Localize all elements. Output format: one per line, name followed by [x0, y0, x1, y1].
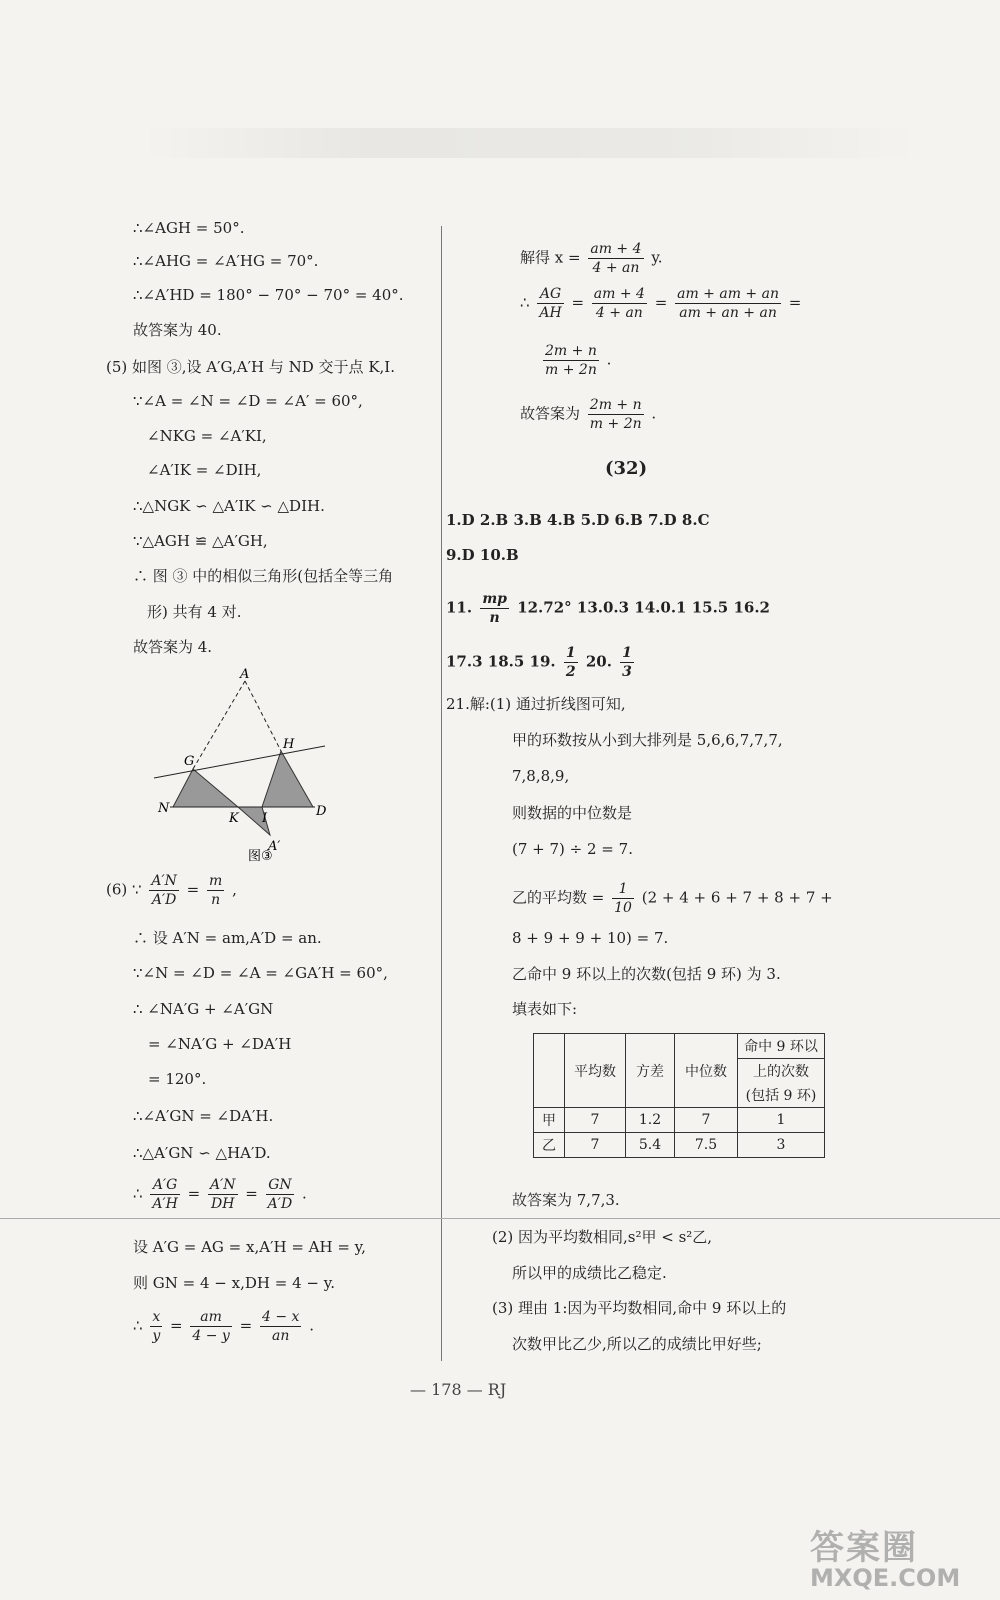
numerator: 1	[622, 645, 632, 661]
text-fragment: 17.3 18.5 19.	[446, 652, 556, 671]
numerator: 1	[565, 645, 576, 661]
shaded-triangle-left	[173, 769, 238, 807]
table-cell: 7.5	[675, 1133, 738, 1158]
denominator: A′D	[151, 892, 177, 908]
fraction	[543, 342, 599, 379]
denominator: n	[211, 892, 221, 908]
numerator: 2m + n	[589, 397, 642, 413]
text-line: 故答案为 40.	[133, 321, 222, 339]
watermark-text: 答案圈	[810, 1528, 918, 1568]
text-line	[520, 285, 801, 322]
text-fragment: 故答案为	[520, 404, 581, 423]
label-I: I	[262, 811, 268, 826]
scan-shadow	[140, 128, 920, 158]
text-line: 7,8,8,9,	[512, 767, 570, 785]
answers-line	[446, 590, 770, 627]
text-fragment: =	[788, 293, 802, 312]
fraction	[266, 1176, 295, 1213]
denominator: 4 + an	[595, 305, 643, 321]
fraction	[675, 285, 781, 322]
text-line: ∵∠A = ∠N = ∠D = ∠A′ = 60°,	[133, 392, 363, 410]
numerator: A′N	[151, 873, 177, 889]
dashed-AG	[193, 681, 245, 769]
text-line: ∵∠N = ∠D = ∠A = ∠GA′H = 60°,	[133, 964, 388, 982]
fraction	[588, 396, 644, 433]
text-fragment: =	[239, 1316, 253, 1335]
text-line: ∠NKG = ∠A′KI,	[147, 427, 267, 445]
text-line: 填表如下:	[512, 1000, 578, 1018]
text-fragment: =	[186, 880, 200, 899]
numerator: 2m + n	[545, 343, 597, 359]
text-fragment: ∴	[520, 293, 530, 312]
label-A: A	[240, 667, 250, 682]
table-row	[534, 1133, 825, 1158]
text-fragment: =	[187, 1184, 201, 1203]
text-line: 8 + 9 + 9 + 10) = 7.	[512, 929, 669, 947]
text-line: ∴∠AHG = ∠A′HG = 70°.	[133, 252, 319, 270]
text-line	[106, 872, 237, 909]
denominator: A′H	[152, 1196, 178, 1212]
figure-3	[150, 665, 340, 870]
text-line: ∠A′IK = ∠DIH,	[147, 461, 262, 479]
fraction	[592, 285, 647, 322]
fraction	[620, 644, 634, 681]
table-cell: 1	[738, 1108, 825, 1133]
text-line	[512, 880, 833, 917]
text-fragment: 20.	[585, 652, 612, 671]
text-fragment: 解得 x =	[520, 248, 581, 267]
label-G: G	[184, 754, 195, 769]
text-fragment: ,	[232, 880, 237, 899]
table-cell: 7	[565, 1108, 626, 1133]
numerator: 4 − x	[261, 1309, 300, 1325]
text-line	[133, 1308, 314, 1345]
numerator: mp	[482, 591, 507, 607]
numerator: 1	[612, 880, 634, 899]
shaded-triangle-right	[262, 751, 313, 807]
fraction	[564, 644, 578, 681]
table-cell: 7	[565, 1133, 626, 1158]
table-header-cell: 方差	[626, 1034, 675, 1108]
text-fragment: =	[654, 293, 668, 312]
fraction	[149, 872, 179, 909]
numerator: m	[209, 873, 223, 889]
line-GH	[154, 746, 325, 778]
text-line: 则数据的中位数是	[512, 804, 633, 822]
text-line: 故答案为 7,7,3.	[512, 1191, 620, 1209]
text-fragment: .	[606, 350, 612, 369]
text-line: 则 GN = 4 − x,DH = 4 − y.	[133, 1274, 335, 1292]
fraction	[480, 590, 509, 627]
denominator: n	[489, 610, 500, 626]
table-header-row	[534, 1034, 825, 1059]
text-line: = ∠NA′G + ∠DA′H	[148, 1035, 292, 1053]
text-fragment: (2 + 4 + 6 + 7 + 8 + 7 +	[641, 888, 833, 907]
watermark-logo	[810, 1520, 980, 1595]
text-line: (5) 如图 ③,设 A′G,A′H 与 ND 交于点 K,I.	[106, 358, 395, 376]
denominator: 4 − y	[192, 1328, 230, 1344]
stats-table	[533, 1033, 825, 1158]
figure-caption: 图③	[248, 849, 273, 864]
answers-line: 9.D 10.B	[446, 546, 519, 564]
text-line	[520, 240, 663, 277]
denominator: 10	[614, 900, 632, 916]
table-row	[534, 1108, 825, 1133]
denominator: 4 + an	[592, 260, 640, 276]
text-line: = 120°.	[148, 1070, 207, 1088]
text-line: ∴ ∠NA′G + ∠A′GN	[133, 1000, 274, 1018]
text-fragment: (6) ∵	[106, 880, 142, 899]
text-fragment: .	[651, 404, 657, 423]
fraction	[260, 1308, 301, 1345]
text-line: (2) 因为平均数相同,s²甲 < s²乙,	[492, 1228, 713, 1246]
numerator: am	[190, 1308, 231, 1327]
fraction	[208, 1176, 238, 1213]
text-line: ∴ 设 A′N = am,A′D = an.	[133, 929, 322, 947]
text-line: 设 A′G = AG = x,A′H = AH = y,	[133, 1238, 366, 1256]
label-N: N	[158, 801, 170, 816]
table-header-cell: 上的次数	[738, 1059, 825, 1084]
label-K: K	[229, 811, 239, 826]
text-fragment: y.	[651, 248, 663, 267]
table-cell: 3	[738, 1133, 825, 1158]
text-fragment: 11.	[446, 598, 473, 617]
denominator: 3	[622, 664, 632, 680]
text-fragment: 12.72° 13.0.3 14.0.1 15.5 16.2	[517, 598, 770, 617]
fraction	[537, 285, 563, 322]
text-line: ∴△A′GN ∽ △HA′D.	[133, 1144, 271, 1162]
text-fragment: 乙的平均数 =	[512, 888, 605, 907]
table-header-cell: 中位数	[675, 1034, 738, 1108]
fraction	[588, 240, 643, 277]
denominator: an	[272, 1328, 290, 1344]
text-line: 甲的环数按从小到大排列是 5,6,6,7,7,7,	[512, 731, 783, 749]
text-line: ∴△NGK ∽ △A′IK ∽ △DIH.	[133, 497, 325, 515]
text-line: ∴ 图 ③ 中的相似三角形(包括全等三角	[133, 567, 394, 585]
text-line: 次数甲比乙少,所以乙的成绩比甲好些;	[512, 1335, 762, 1353]
table-cell: 7	[675, 1108, 738, 1133]
denominator: y	[152, 1328, 161, 1344]
text-line: ∴∠AGH = 50°.	[133, 219, 245, 237]
label-H: H	[283, 737, 295, 752]
denominator: A′D	[267, 1196, 293, 1212]
table-header-cell: 命中 9 环以	[738, 1034, 825, 1059]
numerator: AG	[537, 285, 563, 304]
table-cell: 乙	[534, 1133, 565, 1158]
text-fragment: ∴	[133, 1316, 143, 1335]
numerator: am + am + an	[677, 286, 779, 302]
watermark-url: MXQE.COM	[810, 1564, 961, 1592]
table-cell: 甲	[534, 1108, 565, 1133]
answers-line: 1.D 2.B 3.B 4.B 5.D 6.B 7.D 8.C	[446, 511, 710, 529]
fraction	[150, 1308, 162, 1345]
fold-line	[0, 1218, 1000, 1219]
text-line: 21.解:(1) 通过折线图可知,	[446, 695, 626, 713]
fraction	[190, 1308, 231, 1345]
label-D: D	[316, 804, 327, 819]
fraction	[612, 880, 634, 917]
text-fragment: ∴	[133, 1184, 143, 1203]
text-line: 所以甲的成绩比乙稳定.	[512, 1264, 667, 1282]
table-header-cell: (包括 9 环)	[738, 1083, 825, 1108]
text-fragment: =	[245, 1184, 258, 1203]
text-fragment: .	[301, 1184, 307, 1203]
text-line	[520, 396, 656, 433]
text-fragment: =	[170, 1316, 183, 1335]
denominator: 2	[565, 664, 576, 680]
column-divider	[441, 226, 442, 1361]
numerator: A′G	[150, 1176, 180, 1195]
answers-line	[446, 644, 637, 681]
numerator: GN	[266, 1176, 295, 1195]
text-line	[540, 342, 611, 379]
text-line: ∴∠A′GN = ∠DA′H.	[133, 1107, 274, 1125]
text-line: ∴∠A′HD = 180° − 70° − 70° = 40°.	[133, 286, 404, 304]
label-A-prime: A′	[268, 839, 281, 854]
denominator: DH	[211, 1196, 235, 1212]
text-line: 形) 共有 4 对.	[147, 603, 242, 621]
text-fragment: .	[309, 1316, 314, 1335]
numerator: A′N	[209, 1177, 236, 1193]
fraction	[150, 1176, 180, 1213]
text-line: 故答案为 4.	[133, 638, 213, 656]
denominator: am + an + an	[679, 305, 777, 321]
numerator: am + 4	[590, 241, 642, 257]
table-cell	[534, 1034, 565, 1108]
table-header-cell: 平均数	[565, 1034, 626, 1108]
text-line: (3) 理由 1:因为平均数相同,命中 9 环以上的	[492, 1299, 787, 1317]
numerator: x	[150, 1308, 162, 1327]
numerator: am + 4	[593, 286, 645, 302]
dashed-AH	[245, 681, 281, 751]
text-line: (7 + 7) ÷ 2 = 7.	[512, 840, 633, 858]
text-line: ∵△AGH ≌ △A′GH,	[133, 532, 268, 550]
denominator: AH	[539, 305, 562, 321]
table-cell: 5.4	[626, 1133, 675, 1158]
text-line: 乙命中 9 环以上的次数(包括 9 环) 为 3.	[512, 965, 781, 983]
denominator: m + 2n	[545, 362, 597, 378]
text-fragment: =	[571, 293, 585, 312]
table-cell: 1.2	[626, 1108, 675, 1133]
section-heading: (32)	[605, 458, 648, 479]
denominator: m + 2n	[589, 416, 642, 432]
page-number: — 178 — RJ	[410, 1380, 507, 1399]
text-line	[133, 1176, 307, 1213]
fraction	[207, 872, 224, 909]
